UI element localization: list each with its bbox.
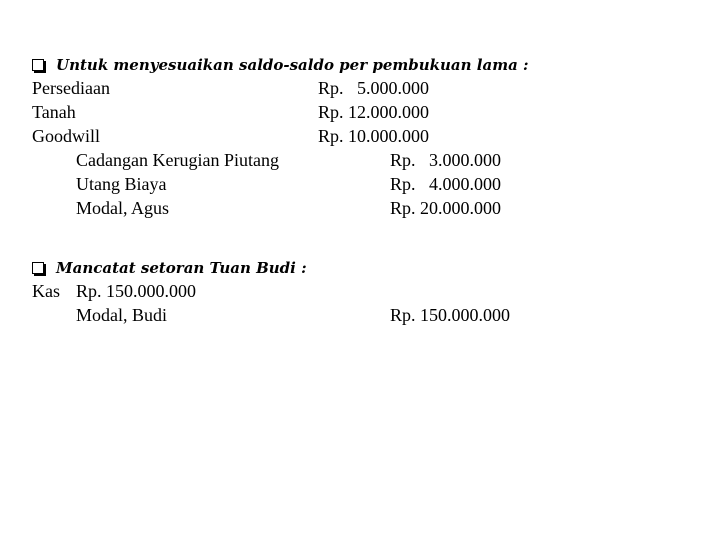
- section2-heading-text: Mancatat setoran Tuan Budi :: [56, 259, 307, 277]
- section2-heading: [32, 259, 307, 277]
- debit-amount-goodwill: Rp. 10.000.000: [318, 126, 430, 146]
- debit-account-tanah: Tanah: [32, 102, 76, 122]
- credit-account-cadangan: Cadangan Kerugian Piutang: [76, 150, 279, 170]
- debit-account-persediaan: Persediaan: [32, 78, 110, 98]
- section1-heading-text: Untuk menyesuaikan saldo-saldo per pembukuan lama :: [56, 56, 529, 74]
- debit-amount-tanah: Rp. 12.000.000: [318, 102, 430, 122]
- credit-account-modal-agus: Modal, Agus: [76, 198, 170, 218]
- debit-amount-persediaan: Rp. 5.000.000: [318, 78, 430, 98]
- section1-heading: [32, 56, 529, 74]
- credit-amount-modal-budi: Rp. 150.000.000: [390, 305, 511, 325]
- debit-account-goodwill: Goodwill: [32, 126, 101, 146]
- credit-amount-utang-biaya: Rp. 4.000.000: [390, 174, 502, 194]
- checkbox-bullet-icon: [32, 262, 44, 274]
- credit-amount-modal-agus: Rp. 20.000.000: [390, 198, 502, 218]
- debit-account-kas: Kas: [32, 281, 60, 301]
- debit-amount-kas: Rp. 150.000.000: [76, 281, 197, 301]
- credit-account-utang-biaya: Utang Biaya: [76, 174, 167, 194]
- checkbox-bullet-icon: [32, 59, 44, 71]
- credit-account-modal-budi: Modal, Budi: [76, 305, 168, 325]
- credit-amount-cadangan: Rp. 3.000.000: [390, 150, 502, 170]
